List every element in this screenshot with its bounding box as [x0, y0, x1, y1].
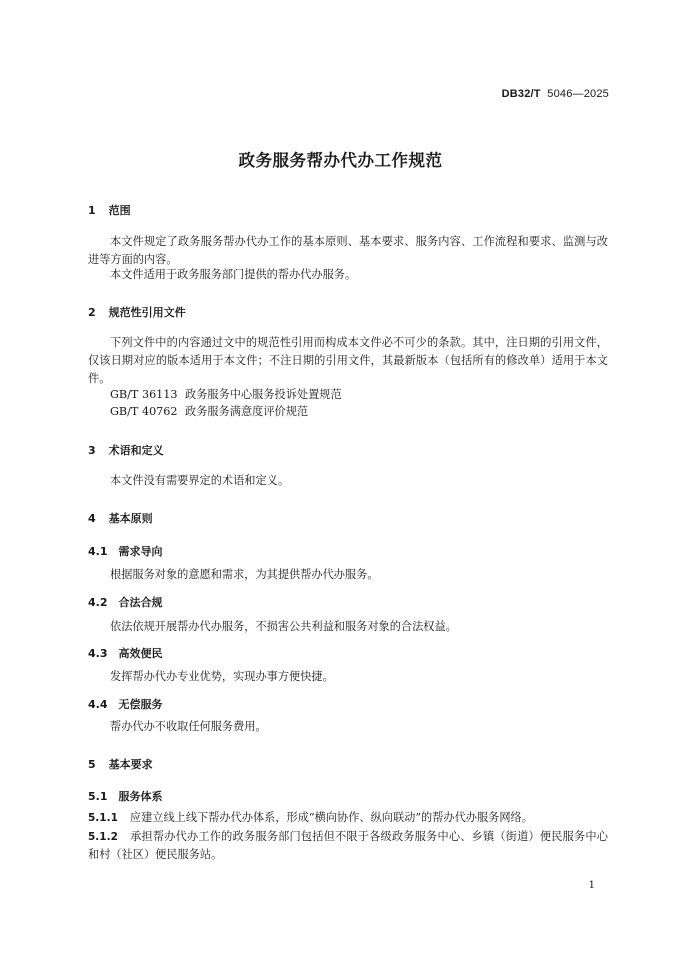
subsection-4-4-heading	[88, 696, 163, 712]
subsection-number: 4.2	[88, 596, 108, 609]
page-number: 1	[588, 880, 595, 891]
section-1-heading	[88, 202, 131, 218]
subsection-4-2-heading	[88, 594, 163, 610]
clause-number: 5.1.1	[88, 812, 118, 824]
section-title: 术语和定义	[108, 444, 164, 457]
clause-5-1-2	[88, 828, 608, 864]
subsection-number: 5.1	[88, 790, 108, 803]
paragraph: 依法依规开展帮办代办服务，不损害公共利益和服务对象的合法权益。	[110, 620, 457, 633]
reference-name: 政务服务中心服务投诉处置规范	[185, 388, 342, 401]
section-5-heading	[88, 756, 153, 772]
clause-number: 5.1.2	[88, 831, 118, 843]
reference-item	[110, 386, 342, 404]
section-title: 基本原则	[108, 512, 153, 525]
subsection-number: 4.4	[88, 698, 108, 711]
document-title: 政务服务帮办代办工作规范	[238, 151, 443, 170]
clause-5-1-1	[88, 809, 608, 827]
subsection-title: 服务体系	[118, 790, 163, 803]
clause-text: 应建立线上线下帮办代办体系，形成“横向协作、纵向联动”的帮办代办服务网络。	[129, 811, 533, 824]
section-2-heading	[88, 304, 186, 320]
paragraph: 本文件没有需要界定的术语和定义。	[110, 474, 290, 487]
section-number: 4	[88, 512, 96, 525]
standard-code: 5046—2025	[547, 88, 609, 100]
reference-code: GB/T 40762	[110, 405, 178, 418]
subsection-4-3-heading	[88, 645, 163, 661]
section-4-heading	[88, 510, 153, 526]
section-3-heading	[88, 442, 164, 458]
section-number: 1	[88, 204, 96, 217]
reference-item	[110, 403, 308, 421]
paragraph: 帮办代办不收取任何服务费用。	[110, 720, 267, 733]
subsection-title: 合法合规	[118, 596, 163, 609]
section-number: 3	[88, 444, 96, 457]
paragraph: 发挥帮办代办专业优势，实现办事方便快捷。	[110, 670, 334, 683]
clause-text: 承担帮办代办工作的政务服务部门包括但不限于各级政务服务中心、乡镇（街道）便民服务中心和村（社区）便民服务站。	[88, 830, 608, 861]
subsection-5-1-heading	[88, 788, 163, 804]
standard-prefix: DB32/T	[501, 88, 541, 100]
section-title: 基本要求	[108, 758, 153, 771]
paragraph: 本文件规定了政务服务帮办代办工作的基本原则、基本要求、服务内容、工作流程和要求、监测与改进等方面的内容。	[88, 235, 608, 266]
section-number: 5	[88, 758, 96, 771]
section-title: 规范性引用文件	[108, 306, 186, 319]
subsection-4-1-heading	[88, 543, 163, 559]
subsection-title: 高效便民	[118, 647, 163, 660]
paragraph: 根据服务对象的意愿和需求，为其提供帮办代办服务。	[110, 568, 379, 581]
subsection-title: 需求导向	[118, 545, 163, 558]
reference-code: GB/T 36113	[110, 388, 178, 401]
section-number: 2	[88, 306, 96, 319]
paragraph: 本文件适用于政务服务部门提供的帮办代办服务。	[110, 268, 357, 281]
section-title: 范围	[108, 204, 131, 217]
reference-name: 政务服务满意度评价规范	[185, 405, 309, 418]
paragraph: 下列文件中的内容通过文中的规范性引用而构成本文件必不可少的条款。其中，注日期的引用文件，仅该日期对应的版本适用于本文件；不注日期的引用文件，其最新版本（包括所有的修改单）适用于本文件。	[88, 336, 608, 385]
standard-number	[502, 88, 609, 100]
subsection-number: 4.3	[88, 647, 108, 660]
subsection-number: 4.1	[88, 545, 108, 558]
subsection-title: 无偿服务	[118, 698, 163, 711]
